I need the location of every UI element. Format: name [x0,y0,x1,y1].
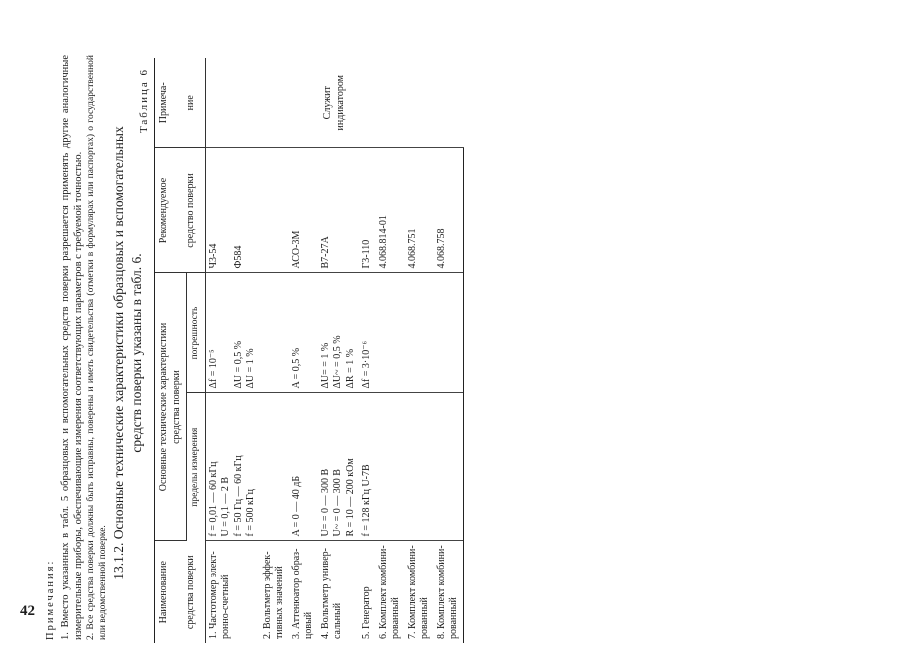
cell-note [205,58,463,148]
limits-line: A = 0 — 40 дБ [290,475,302,537]
recommended-line: В7-27А [319,236,331,269]
characteristics-table [154,58,464,643]
cell-error [205,273,260,393]
name-line: рованный [448,597,460,639]
error-line: ΔR = 1 % [344,348,356,389]
cell-recommended [318,148,360,273]
recommended-line: Ч3-54 [207,243,219,269]
error-line: ΔU = 0,5 % [232,340,244,389]
name-line: сальный [332,602,344,639]
recommended-line: 4.068.751 [406,228,418,269]
page-number: 42 [20,603,35,619]
note-2: 2. Все средства поверки должны быть исправны, поверены и иметь свидетельства (отметки в формулярах или паспортах) о государственной или ведомственной поверке. [86,55,109,640]
recommended-line [220,153,233,269]
cell-recommended [359,148,376,273]
cell-name [405,541,434,643]
recommended-line: АСО-3М [290,230,302,269]
limits-line: f = 500 кГц [245,489,257,537]
limits-line: U = 0,1 — 2 В [220,476,232,537]
error-line: A = 0,5 % [290,347,302,389]
limits-line: R = 10 — 200 кОм [344,458,356,537]
cell-name [260,541,289,643]
name-line: рованный [390,597,402,639]
cell-limits [318,393,360,541]
cell-error [376,273,405,393]
header-characteristics: Основные технические характеристики средства поверки [155,273,187,541]
cell-recommended [289,148,318,273]
cell-error [434,273,464,393]
cell-error [260,273,289,393]
rotated-page-content [36,48,866,648]
cell-recommended [260,148,289,273]
name-line: 1. Частотомер элект- [207,551,219,639]
header-recommended: Рекомендуемое средство поверки [155,148,206,273]
cell-limits [260,393,289,541]
header-limits: пределы измерения [187,393,206,541]
table-row [205,58,260,643]
cell-error [318,273,360,393]
cell-name [359,541,376,643]
section-title: 13.1.2. Основные технические характеристики образцовых и вспомогательных средств поверки указаны в табл. 6. [111,126,144,580]
header-note: Примеча- ние [155,58,206,148]
name-line: цовый [303,611,315,639]
note-1: 1. Вместо указанных в табл. 5 образцовых и вспомогательных средств поверки разрешается применять другие аналогичные измерительные приборы, обеспечивающие измерения соответствующих параметров с требуемой точностью. [60,55,85,640]
cell-name [289,541,318,643]
cell-limits [205,393,260,541]
cell-limits [376,393,405,541]
cell-recommended [376,148,405,273]
name-line: 6. Комплект комбини- [377,545,389,639]
name-line: ронно-счетный [220,574,232,639]
name-line: 8. Комплект комбини- [435,545,447,639]
name-line: рованный [419,597,431,639]
recommended-line: Г3-110 [361,239,373,269]
cell-name [434,541,464,643]
name-line: 7. Комплект комбини- [406,545,418,639]
cell-limits [405,393,434,541]
error-line: ΔU~ = 0,5 % [332,335,344,389]
cell-limits [359,393,376,541]
cell-error [359,273,376,393]
error-line: ΔU= = 1 % [319,342,331,389]
header-name: Наименование средства поверки [155,541,206,643]
cell-name [376,541,405,643]
limits-line: f = 0,01 — 60 кГц [207,461,219,537]
error-line: Δf = 3·10⁻⁶ [361,341,373,389]
name-line: 3. Аттенюатор образ- [290,548,302,639]
recommended-line: 4.068.758 [435,228,447,269]
recommended-line: 4.068.814-01 [377,215,389,269]
error-line [220,278,233,389]
cell-name [205,541,260,643]
note-text: Служит индикатором [322,75,346,131]
limits-line: U= = 0 — 300 В [319,468,331,537]
limits-line: f = 128 кГц U-7В [361,464,373,537]
cell-recommended [434,148,464,273]
error-line: ΔU = 1 % [245,348,257,389]
error-line: Δf = 10⁻⁵ [207,349,219,389]
name-line: 2. Вольтметр эффек- [261,551,273,639]
cell-recommended [205,148,260,273]
table-body [205,58,463,643]
cell-error [405,273,434,393]
recommended-line: Ф584 [232,245,244,269]
cell-error [289,273,318,393]
table-label: Таблица 6 [138,68,150,134]
cell-recommended [405,148,434,273]
name-line: 5. Генератор [361,586,373,639]
limits-line: f = 50 Гц — 60 кГц [232,455,244,537]
limits-line: U~ = 0 — 300 В [332,469,344,537]
name-line: тивных значений [274,566,286,639]
name-line: 4. Вольтметр универ- [319,548,331,639]
header-error: погрешность [187,273,206,393]
notes-block [44,55,111,640]
cell-name [318,541,360,643]
cell-limits [289,393,318,541]
notes-header: Примечания: [45,559,56,640]
cell-limits [434,393,464,541]
